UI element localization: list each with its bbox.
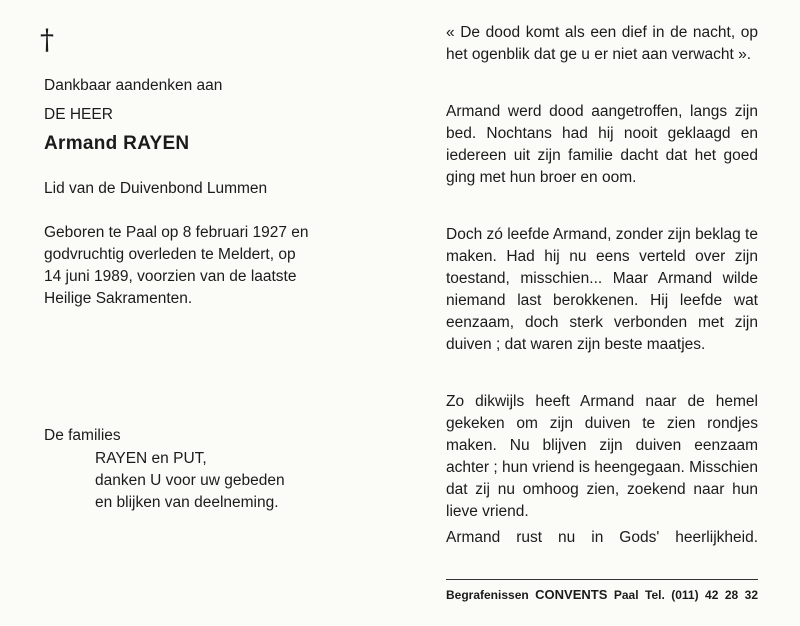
paragraph-text: Armand werd dood aangetroffen, langs zijn bed. Nochtans had hij nooit geklaagd en iedereen uit zijn familie dacht dat het goed ging met hun broer en oom.: [446, 103, 758, 186]
paragraph-found: [446, 101, 758, 189]
cross-icon: †: [40, 23, 54, 56]
paragraph-text: Armand rust nu in Gods' heerlijkheid.: [446, 529, 758, 546]
footer-divider: [446, 579, 758, 580]
paragraph-text: Zo dikwijls heeft Armand naar de hemel gekeken om zijn duiven te zien rondjes maken. Nu blijven zijn duiven eenzaam achter ; hun vriend is heengegaan. Misschien dat zij nu omhoog zien, zoekend naar hun lieve vriend.: [446, 393, 758, 520]
paragraph-rest: [446, 527, 758, 549]
bio-line: godvruchtig overleden te Meldert, op: [44, 246, 296, 263]
paragraph-life: [446, 224, 758, 356]
families-line: danken U voor uw gebeden: [95, 472, 285, 489]
deceased-name: Armand RAYEN: [44, 133, 190, 154]
quote-paragraph: [446, 22, 758, 66]
families-label: De families: [44, 427, 121, 444]
printer-credit: [446, 587, 758, 602]
families-line: en blijken van deelneming.: [95, 494, 279, 511]
bio-line: 14 juni 1989, voorzien van de laatste: [44, 268, 297, 285]
intro-text: Dankbaar aandenken aan: [44, 77, 223, 94]
honorific: DE HEER: [44, 106, 113, 123]
paragraph-text: « De dood komt als een dief in de nacht, op het ogenblik dat ge u er niet aan verwacht ».: [446, 24, 758, 63]
printer-contact: Paal Tel. (011) 42 28 32: [613, 588, 759, 602]
printer-name: CONVENTS: [535, 587, 608, 602]
paragraph-text: Doch zó leefde Armand, zonder zijn beklag te maken. Had hij nu eens verteld over zijn toestand, misschien... Maar Armand wilde niemand last berokkenen. Hij leefde wat eenzaam, doch sterk verbonden met zijn duiven ; dat waren zijn beste maatjes.: [446, 226, 758, 353]
printer-prefix: Begrafenissen: [446, 588, 529, 602]
paragraph-pigeons: [446, 391, 758, 523]
families-line: RAYEN en PUT,: [95, 450, 207, 467]
bio-line: Heilige Sakramenten.: [44, 290, 193, 307]
membership-text: Lid van de Duivenbond Lummen: [44, 180, 268, 197]
bio-line: Geboren te Paal op 8 februari 1927 en: [44, 224, 309, 241]
